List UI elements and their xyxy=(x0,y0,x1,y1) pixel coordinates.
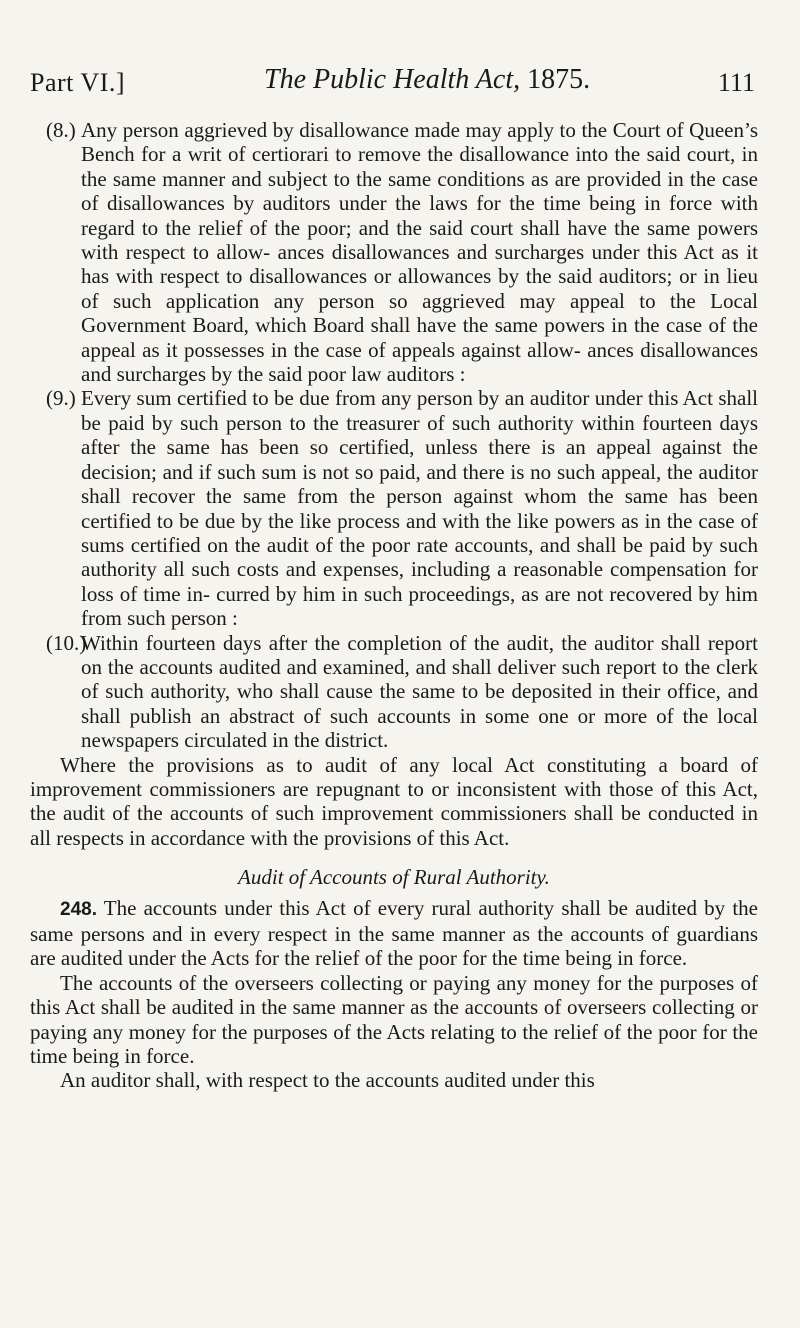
paragraph-overseers: The accounts of the overseers collecting or paying any money for the purposes of this Act shall be audited in the same manner as the accounts of overseers collecting or paying any money for the purposes of the Acts relating to the relief of the poor for the time being in force. xyxy=(30,970,758,1069)
subsection-number: (10.) xyxy=(46,630,87,655)
section-number: 248. xyxy=(60,898,97,920)
paragraph-auditor: An auditor shall, with respect to the accounts audited under this xyxy=(60,1068,595,1093)
header-year: 1875. xyxy=(527,64,591,95)
header-title xyxy=(264,64,590,96)
header-part: Part VI.] xyxy=(30,68,126,97)
subsection-8 xyxy=(30,118,758,386)
subsection-number: (8.) xyxy=(46,118,76,142)
page-body xyxy=(30,118,758,1093)
section-heading: Audit of Accounts of Rural Authority. xyxy=(238,865,550,890)
subsection-text: Every sum certified to be due from any person by an auditor under this Act shall be paid by such person to the treasurer of such authority within fourteen days after the same has been so certified, unless there is an appeal against the decision; and if such sum is not so paid, and there is no such appeal, the auditor shall recover the same from the person against whom the same has been certified to be due by the like process and with the like powers as in the case of sums certified on the audit of the poor rate accounts, and shall be paid by such authority all such costs and expenses, including a reasonable compensation for loss of time in- curred by him in such proceedings, as are not recovered by him from such person : xyxy=(81,386,758,631)
paragraph-provisions: Where the provisions as to audit of any local Act constituting a board of improvement commissioners are repugnant to or inconsistent with those of this Act, the audit of the accounts of such improvement commissioners shall be conducted in all respects in accordance with the provisions of this Act. xyxy=(30,752,758,850)
subsection-9 xyxy=(30,386,758,630)
running-header xyxy=(30,64,755,108)
subsection-number: (9.) xyxy=(46,386,76,411)
section-text: The accounts under this Act of every rural authority shall be audited by the same persons and in every respect in the same manner as the accounts of guardians are audited under the Acts for the relief of the poor for the time being in force. xyxy=(30,895,758,971)
page-number: 111 xyxy=(717,68,755,97)
subsection-text: Any person aggrieved by disallowance made may apply to the Court of Queen’s Bench for a writ of certiorari to remove the disallowance into the said court, in the same manner and subject to the same conditions as are provided in the case of disallowances by auditors under the laws for the time being in force with regard to the relief of the poor; and the said court shall have the same powers with respect to allow- ances disallowances and surcharges under this Act as it has with respect to disallowances or allowances by the said auditors; or in lieu of such application any person so aggrieved may appeal to the Local Government Board, which Board shall have the same powers in the case of the appeal as it possesses in the case of appeals against allow- ances disallowances and surcharges by the said poor law auditors : xyxy=(81,118,758,387)
section-248 xyxy=(30,896,758,971)
subsection-text: Within fourteen days after the completion of the audit, the auditor shall report on the accounts audited and examined, and shall deliver such report to the clerk of such authority, who shall cause the same to be deposited in their office, and shall publish an abstract of such accounts in some one or more of the local newspapers circulated in the district. xyxy=(81,630,758,753)
subsection-10 xyxy=(30,631,758,753)
header-act-name: The Public Health Act, xyxy=(264,64,521,95)
